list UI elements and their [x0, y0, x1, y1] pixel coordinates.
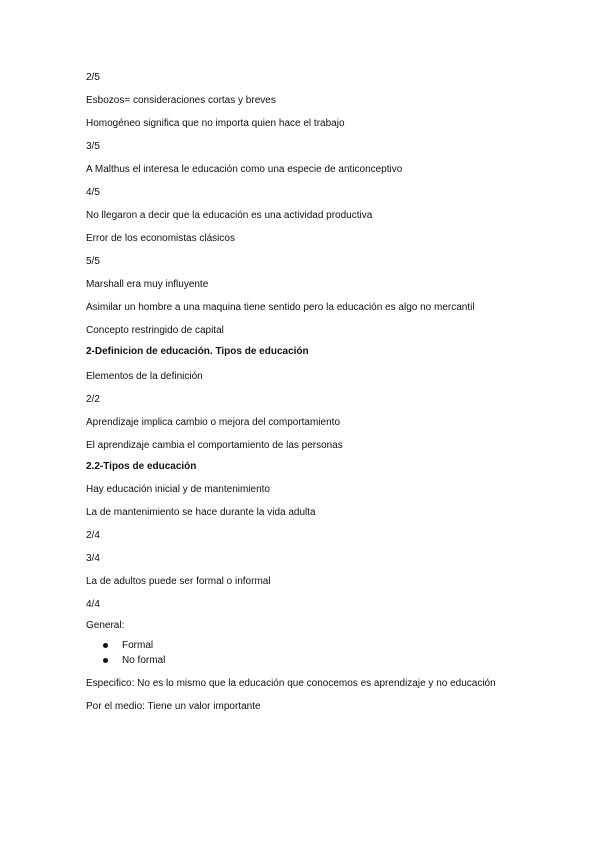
paragraph: General:: [86, 620, 125, 631]
paragraph: 5/5: [86, 256, 100, 267]
paragraph: 4/5: [86, 187, 100, 198]
paragraph: Especifico: No es lo mismo que la educación que conocemos es aprendizaje y no educación: [86, 678, 496, 689]
paragraph: 3/4: [86, 553, 100, 564]
paragraph: Esbozos= consideraciones cortas y breves: [86, 95, 276, 106]
section-heading: 2-Definicion de educación. Tipos de educación: [86, 346, 309, 357]
paragraph: 2/2: [86, 394, 100, 405]
paragraph: Marshall era muy influyente: [86, 279, 209, 290]
paragraph: A Malthus el interesa le educación como una especie de anticonceptivo: [86, 164, 403, 175]
paragraph: 2/4: [86, 530, 100, 541]
paragraph: Por el medio: Tiene un valor importante: [86, 701, 261, 712]
paragraph: La de adultos puede ser formal o informal: [86, 576, 271, 587]
bullet-dot-icon: [103, 643, 108, 648]
paragraph: 4/4: [86, 599, 100, 610]
paragraph: No llegaron a decir que la educación es una actividad productiva: [86, 210, 373, 221]
paragraph: Error de los economistas clásicos: [86, 233, 235, 244]
bullet-text: No formal: [122, 655, 166, 666]
paragraph: Homogéneo significa que no importa quien hace el trabajo: [86, 118, 345, 129]
paragraph: Aprendizaje implica cambio o mejora del comportamiento: [86, 417, 341, 428]
paragraph: La de mantenimiento se hace durante la vida adulta: [86, 507, 316, 518]
paragraph: El aprendizaje cambia el comportamiento de las personas: [86, 440, 343, 451]
paragraph: 2/5: [86, 72, 100, 83]
paragraph: Hay educación inicial y de mantenimiento: [86, 484, 270, 495]
paragraph: 3/5: [86, 141, 100, 152]
bullet-text: Formal: [122, 640, 154, 651]
paragraph: Elementos de la definición: [86, 371, 203, 382]
bullet-list: [102, 640, 165, 670]
bullet-item: [102, 655, 165, 670]
bullet-dot-icon: [103, 658, 108, 663]
bullet-item: [102, 640, 165, 655]
paragraph: Concepto restringido de capital: [86, 325, 224, 336]
paragraph: Asimilar un hombre a una maquina tiene sentido pero la educación es algo no mercantil: [86, 302, 475, 313]
section-heading: 2.2-Tipos de educación: [86, 461, 197, 472]
